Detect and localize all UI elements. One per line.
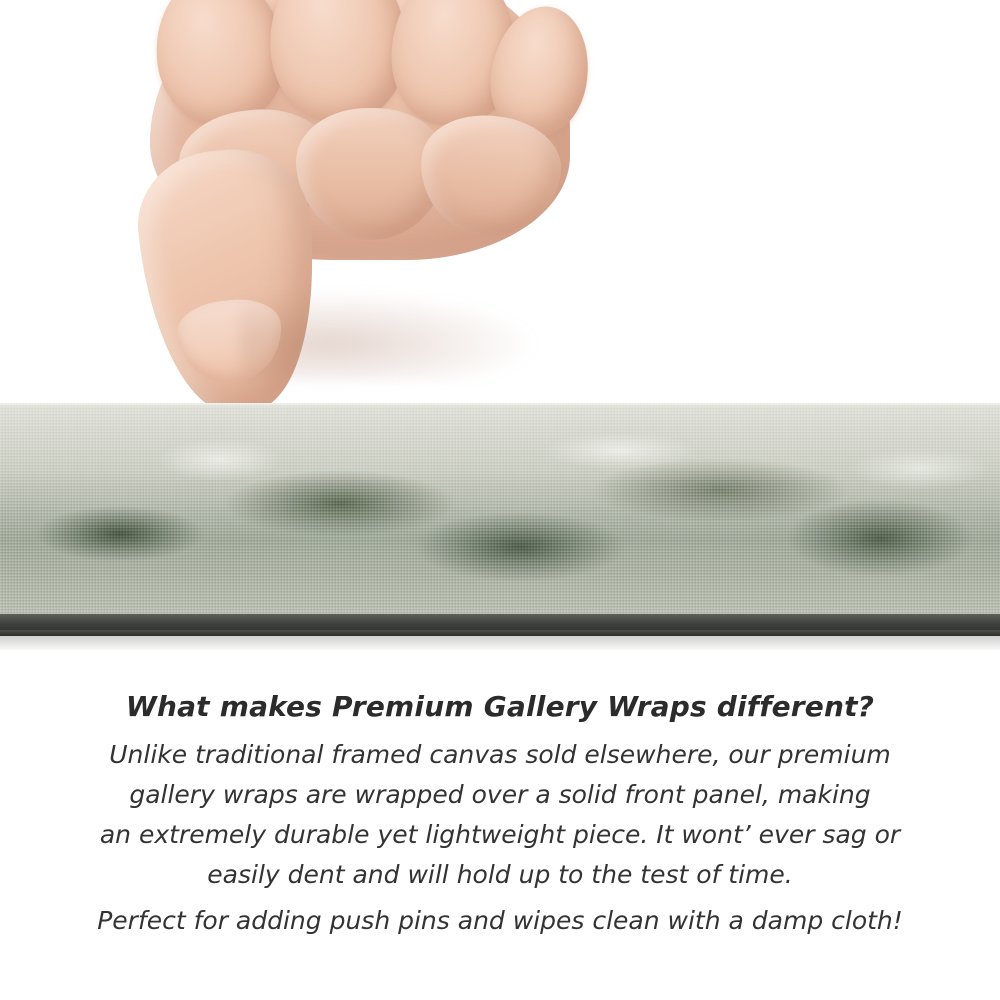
canvas-edge-bevel <box>0 614 1000 636</box>
canvas-drop-shadow <box>0 636 1000 650</box>
caption-block <box>0 690 1000 941</box>
canvas-weave-texture <box>0 403 1000 621</box>
caption-line-4: easily dent and will hold up to the test of time. <box>207 860 793 889</box>
caption-closing-line: Perfect for adding push pins and wipes clean with a damp cloth! <box>97 906 903 935</box>
caption-line-1: Unlike traditional framed canvas sold elsewhere, our premium <box>109 740 891 769</box>
gallery-wrap-canvas-edge <box>0 403 1000 621</box>
hand-shadow <box>240 290 540 380</box>
caption-line-2: gallery wraps are wrapped over a solid front panel, making <box>129 780 871 809</box>
caption-title: What makes Premium Gallery Wraps different? <box>125 690 875 723</box>
hand-pressing-thumb-illustration <box>120 0 590 430</box>
canvas-top-highlight <box>0 403 1000 407</box>
caption-line-3: an extremely durable yet lightweight piece. It wont’ ever sag or <box>99 820 901 849</box>
